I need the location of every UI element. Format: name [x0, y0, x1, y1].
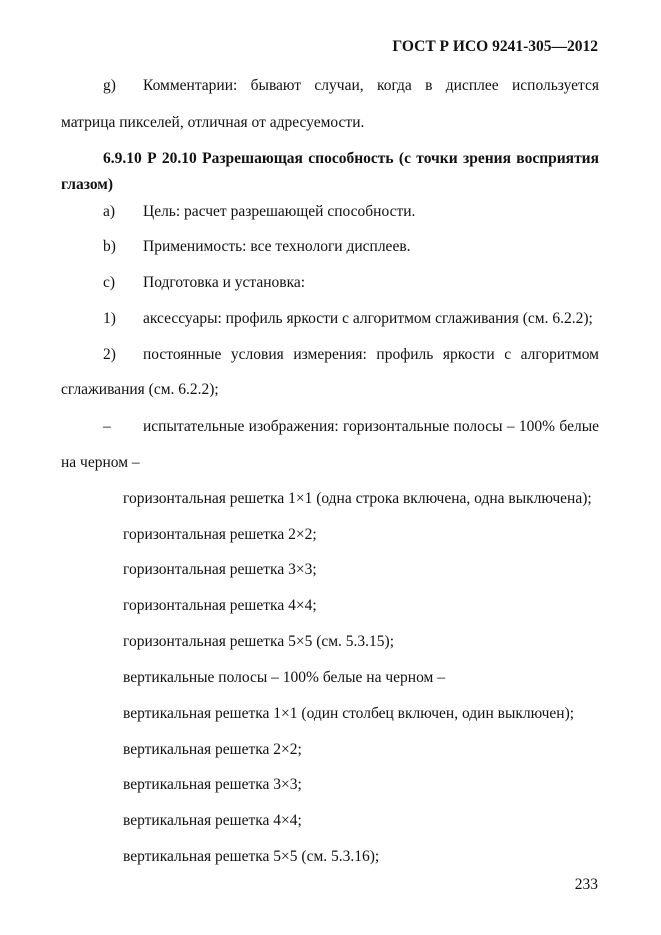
item-g-label: g) — [103, 77, 116, 94]
list-item: вертикальная решетка 5×5 (см. 5.3.16); — [123, 848, 380, 865]
item-b-label: b) — [103, 238, 116, 255]
item-2-line2: сглаживания (см. 6.2.2); — [61, 381, 219, 398]
section-heading-line1: 6.9.10 Р 20.10 Разрешающая способность (с точки зрения восприятия — [103, 150, 599, 167]
list-item: горизонтальная решетка 3×3; — [123, 561, 317, 578]
item-a-text: Цель: расчет разрешающей способности. — [143, 203, 416, 220]
item-2-label: 2) — [103, 346, 116, 363]
list-item: вертикальная решетка 3×3; — [123, 776, 302, 793]
list-item: горизонтальная решетка 4×4; — [123, 597, 317, 614]
list-item: горизонтальная решетка 2×2; — [123, 526, 317, 543]
list-item: вертикальная решетка 2×2; — [123, 741, 302, 758]
list-item: вертикальная решетка 4×4; — [123, 812, 302, 829]
item-1-label: 1) — [103, 310, 116, 327]
item-dash-line2: на черном – — [61, 454, 140, 471]
item-2-line1: постоянные условия измерения: профиль яркости с алгоритмом — [143, 346, 599, 363]
item-c-text: Подготовка и установка: — [143, 274, 306, 291]
list-item: горизонтальная решетка 1×1 (одна строка включена, одна выключена); — [123, 490, 592, 507]
section-heading-line2: глазом) — [61, 176, 114, 193]
page-number: 233 — [574, 876, 598, 893]
list-item: вертикальная решетка 1×1 (один столбец включен, один выключен); — [123, 705, 575, 722]
item-dash-label: – — [103, 418, 111, 435]
item-dash-line1: испытательные изображения: горизонтальные полосы – 100% белые — [143, 418, 599, 435]
list-item: вертикальные полосы – 100% белые на черном – — [123, 669, 445, 686]
item-g-line1: Комментарии: бывают случаи, когда в дисплее используется — [143, 77, 599, 94]
item-b-text: Применимость: все технологи дисплеев. — [143, 238, 411, 255]
list-item: горизонтальная решетка 5×5 (см. 5.3.15); — [123, 633, 395, 650]
item-c-label: c) — [103, 274, 116, 291]
item-g-line2: матрица пикселей, отличная от адресуемости. — [61, 114, 365, 131]
document-header: ГОСТ Р ИСО 9241-305—2012 — [392, 38, 598, 55]
item-1-text: аксессуары: профиль яркости с алгоритмом сглаживания (см. 6.2.2); — [143, 310, 593, 327]
item-a-label: a) — [103, 203, 116, 220]
